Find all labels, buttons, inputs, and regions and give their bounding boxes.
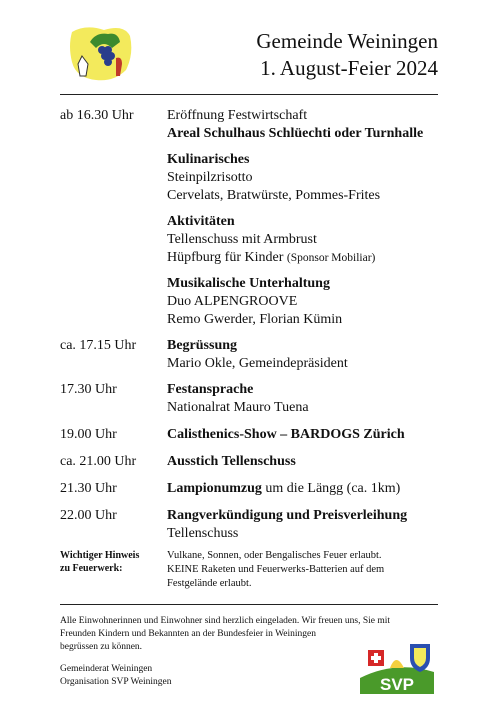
food-item-1: Steinpilzrisotto: [167, 170, 253, 185]
lantern-parade-detail: um die Längg (ca. 1km): [261, 481, 401, 496]
svp-logo: [356, 638, 438, 696]
event-shootout: Ausstich Tellenschuss: [167, 454, 296, 469]
event-welcome: Begrüssung: [167, 338, 238, 353]
hint-text-line-2: KEINE Raketen und Feuerwerks-Batterien auf dem: [167, 564, 385, 575]
event-show: Calisthenics-Show – BARDOGS Zürich: [167, 427, 405, 442]
lantern-parade-title: Lampionumzug: [167, 481, 262, 496]
music-item-1: Duo ALPENGROOVE: [167, 294, 298, 309]
organizer-line-1: Gemeinderat Weiningen: [60, 664, 153, 674]
page-title: [256, 28, 438, 82]
event-speech: Festansprache: [167, 382, 254, 397]
food-heading: Kulinarisches: [167, 152, 250, 167]
activity-item-2: [167, 249, 375, 267]
invitation-line-3: begrüssen zu können.: [60, 642, 143, 652]
fireworks-hint-label: [60, 549, 139, 575]
invitation-line-1: Alle Einwohnerinnen und Einwohner sind herzlich eingeladen. Wir freuen uns, Sie mit: [60, 616, 391, 626]
activity-item-2-text: Hüpfburg für Kinder: [167, 250, 284, 265]
hint-text-line-3: Festgelände erlaubt.: [167, 578, 252, 589]
time-3: 17.30 Uhr: [60, 382, 117, 397]
time-7: 22.00 Uhr: [60, 508, 117, 523]
svg-text:SVP: SVP: [379, 675, 415, 694]
event-lantern-parade: [167, 480, 400, 498]
time-5: ca. 21.00 Uhr: [60, 454, 137, 469]
header-divider: [60, 94, 438, 95]
hint-label-line-1: Wichtiger Hinweis: [60, 550, 140, 561]
footer-divider: [60, 604, 438, 605]
sponsor-note: (Sponsor Mobiliar): [286, 252, 376, 264]
music-item-2: Remo Gwerder, Florian Kümin: [167, 312, 343, 327]
activities-heading: Aktivitäten: [167, 214, 235, 229]
event-location: Areal Schulhaus Schlüechti oder Turnhalle: [167, 126, 424, 141]
event-ceremony-detail: Tellenschuss: [167, 526, 239, 541]
time-2: ca. 17.15 Uhr: [60, 338, 137, 353]
organizer-line-2: Organisation SVP Weiningen: [60, 677, 172, 687]
event-ceremony: Rangverkündigung und Preisverleihung: [167, 508, 408, 523]
weiningen-logo: [66, 18, 136, 84]
title-line-1: Gemeinde Weiningen: [256, 29, 438, 53]
invitation-line-2: Freunden Kindern und Bekannten an der Bundesfeier in Weiningen: [60, 629, 317, 639]
fireworks-hint-text: [167, 549, 437, 591]
title-line-2: 1. August-Feier 2024: [260, 56, 438, 80]
hint-text-line-1: Vulkane, Sonnen, oder Bengalisches Feuer erlaubt.: [167, 550, 382, 561]
food-item-2: Cervelats, Bratwürste, Pommes-Frites: [167, 188, 381, 203]
music-heading: Musikalische Unterhaltung: [167, 276, 330, 291]
event-opening: Eröffnung Festwirtschaft: [167, 108, 308, 123]
hint-label-line-2: zu Feuerwerk:: [60, 563, 123, 574]
event-welcome-speaker: Mario Okle, Gemeindepräsident: [167, 356, 348, 371]
time-6: 21.30 Uhr: [60, 481, 117, 496]
time-4: 19.00 Uhr: [60, 427, 117, 442]
activity-item-1: Tellenschuss mit Armbrust: [167, 232, 317, 247]
invitation-text: [60, 615, 391, 654]
organizer-text: [60, 663, 360, 689]
time-1: ab 16.30 Uhr: [60, 108, 134, 123]
event-speech-speaker: Nationalrat Mauro Tuena: [167, 400, 309, 415]
